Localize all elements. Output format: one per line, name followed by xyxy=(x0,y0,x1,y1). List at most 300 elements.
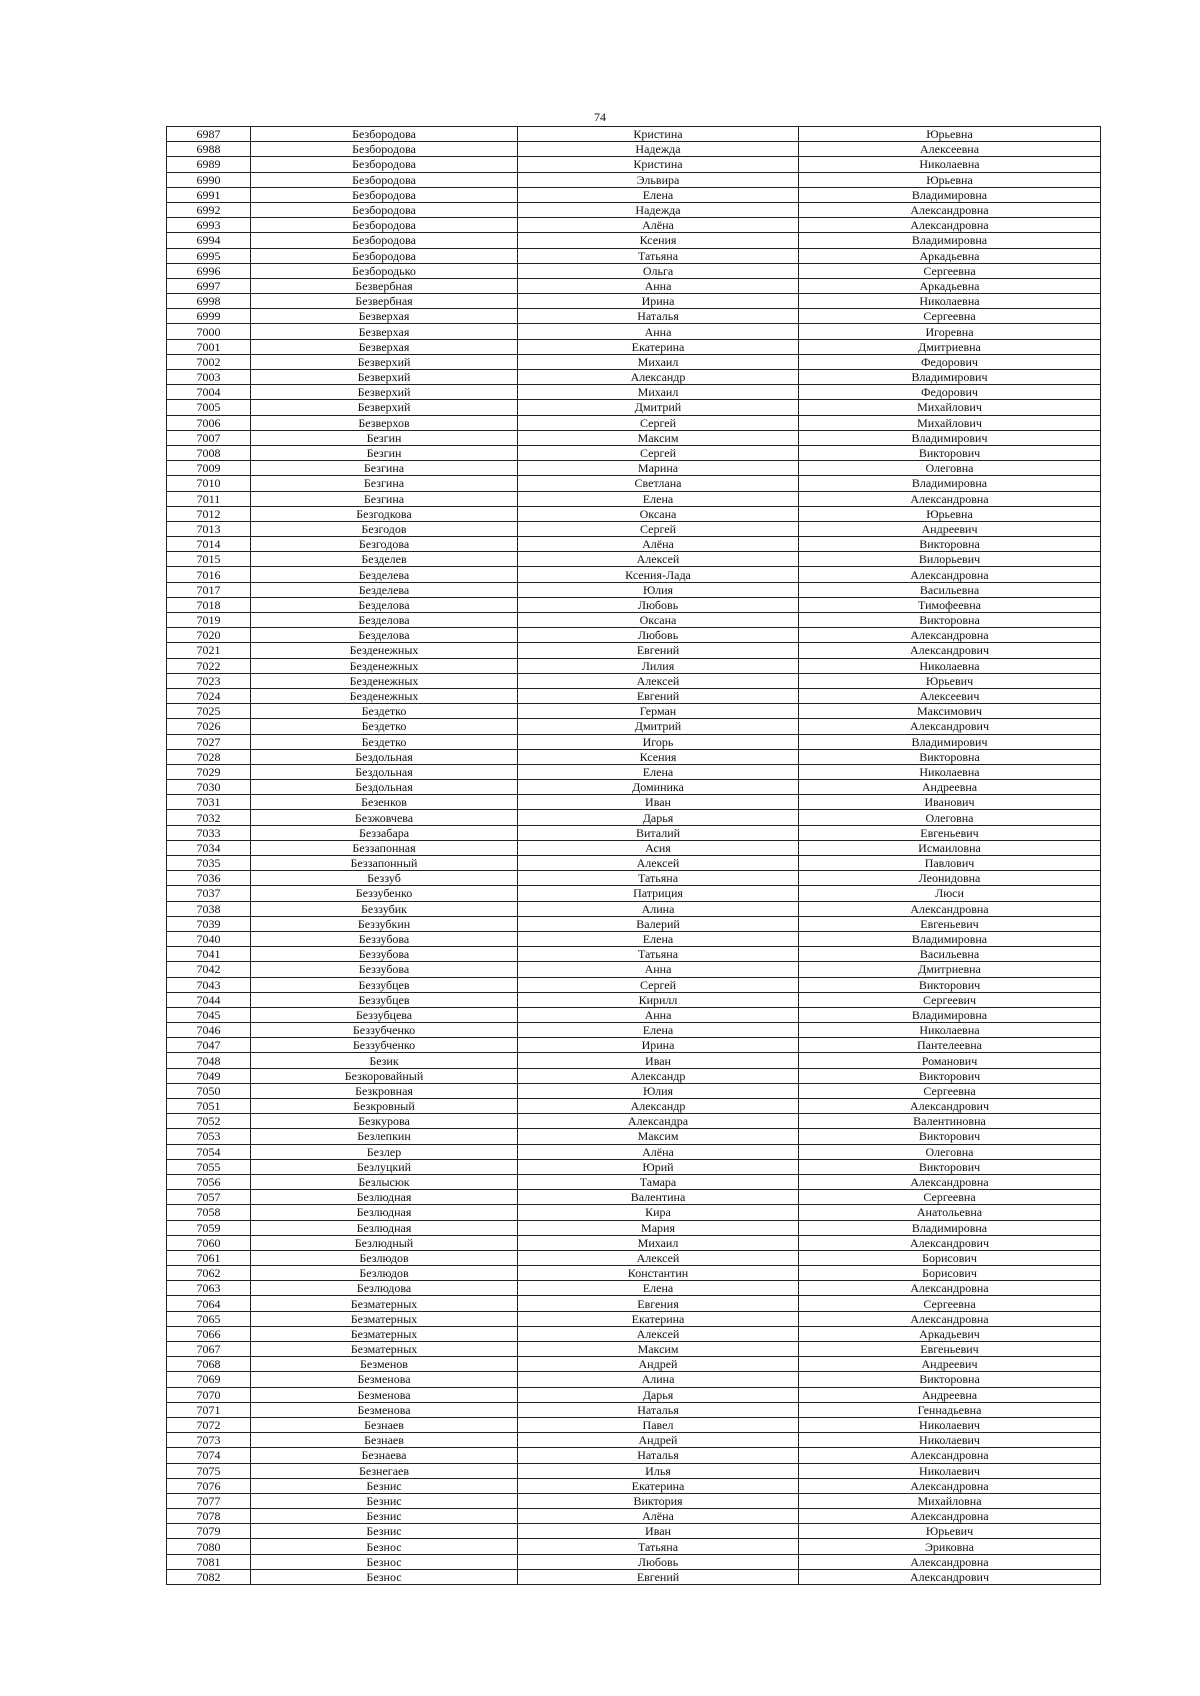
first-name-cell: Кира xyxy=(518,1205,799,1220)
patronymic-cell: Викторовна xyxy=(799,537,1101,552)
last-name-cell: Безнис xyxy=(251,1493,518,1508)
last-name-cell: Безлюдов xyxy=(251,1266,518,1281)
table-row xyxy=(167,962,1101,977)
first-name-cell: Анна xyxy=(518,962,799,977)
patronymic-cell: Геннадьевна xyxy=(799,1402,1101,1417)
first-name-cell: Надежда xyxy=(518,202,799,217)
last-name-cell: Безменова xyxy=(251,1372,518,1387)
patronymic-cell: Александровна xyxy=(799,491,1101,506)
patronymic-cell: Николаевна xyxy=(799,294,1101,309)
table-row xyxy=(167,537,1101,552)
last-name-cell: Безгина xyxy=(251,491,518,506)
row-number-cell: 7025 xyxy=(167,704,251,719)
last-name-cell: Безбородова xyxy=(251,142,518,157)
row-number-cell: 7043 xyxy=(167,977,251,992)
first-name-cell: Елена xyxy=(518,764,799,779)
row-number-cell: 7006 xyxy=(167,415,251,430)
row-number-cell: 7033 xyxy=(167,825,251,840)
last-name-cell: Безделова xyxy=(251,597,518,612)
patronymic-cell: Андреевич xyxy=(799,521,1101,536)
patronymic-cell: Викторович xyxy=(799,1068,1101,1083)
first-name-cell: Сергей xyxy=(518,977,799,992)
table-row xyxy=(167,1311,1101,1326)
patronymic-cell: Михайлович xyxy=(799,400,1101,415)
first-name-cell: Алексей xyxy=(518,1326,799,1341)
table-row xyxy=(167,187,1101,202)
last-name-cell: Безлер xyxy=(251,1144,518,1159)
first-name-cell: Алёна xyxy=(518,1144,799,1159)
first-name-cell: Евгения xyxy=(518,1296,799,1311)
patronymic-cell: Владимировна xyxy=(799,476,1101,491)
table-row xyxy=(167,673,1101,688)
table-row xyxy=(167,1250,1101,1265)
row-number-cell: 7053 xyxy=(167,1129,251,1144)
table-row xyxy=(167,1053,1101,1068)
table-row xyxy=(167,1342,1101,1357)
patronymic-cell: Борисович xyxy=(799,1250,1101,1265)
first-name-cell: Сергей xyxy=(518,445,799,460)
table-row xyxy=(167,1296,1101,1311)
table-row xyxy=(167,1509,1101,1524)
patronymic-cell: Олеговна xyxy=(799,1144,1101,1159)
table-row xyxy=(167,1038,1101,1053)
row-number-cell: 7037 xyxy=(167,886,251,901)
row-number-cell: 7007 xyxy=(167,430,251,445)
row-number-cell: 7059 xyxy=(167,1220,251,1235)
patronymic-cell: Аркадьевна xyxy=(799,278,1101,293)
table-row xyxy=(167,977,1101,992)
first-name-cell: Дмитрий xyxy=(518,719,799,734)
patronymic-cell: Юрьевна xyxy=(799,127,1101,142)
last-name-cell: Беззуб xyxy=(251,871,518,886)
last-name-cell: Безделова xyxy=(251,613,518,628)
first-name-cell: Кристина xyxy=(518,157,799,172)
row-number-cell: 7017 xyxy=(167,582,251,597)
row-number-cell: 6995 xyxy=(167,248,251,263)
last-name-cell: Беззубик xyxy=(251,901,518,916)
patronymic-cell: Викторовна xyxy=(799,1372,1101,1387)
row-number-cell: 7069 xyxy=(167,1372,251,1387)
last-name-cell: Безнос xyxy=(251,1539,518,1554)
table-row xyxy=(167,263,1101,278)
table-row xyxy=(167,445,1101,460)
last-name-cell: Беззубенко xyxy=(251,886,518,901)
table-row xyxy=(167,764,1101,779)
table-row xyxy=(167,1174,1101,1189)
row-number-cell: 7052 xyxy=(167,1114,251,1129)
last-name-cell: Безлюдная xyxy=(251,1190,518,1205)
first-name-cell: Елена xyxy=(518,491,799,506)
first-name-cell: Александр xyxy=(518,1068,799,1083)
last-name-cell: Беззабара xyxy=(251,825,518,840)
last-name-cell: Безлюдова xyxy=(251,1281,518,1296)
patronymic-cell: Сергеевич xyxy=(799,992,1101,1007)
last-name-cell: Безденежных xyxy=(251,688,518,703)
table-row xyxy=(167,916,1101,931)
last-name-cell: Безденежных xyxy=(251,658,518,673)
row-number-cell: 7042 xyxy=(167,962,251,977)
row-number-cell: 6987 xyxy=(167,127,251,142)
last-name-cell: Безгодов xyxy=(251,521,518,536)
last-name-cell: Безверхая xyxy=(251,309,518,324)
row-number-cell: 7057 xyxy=(167,1190,251,1205)
table-row xyxy=(167,1068,1101,1083)
last-name-cell: Бездетко xyxy=(251,734,518,749)
table-row xyxy=(167,1007,1101,1022)
table-row xyxy=(167,202,1101,217)
patronymic-cell: Евгеньевич xyxy=(799,825,1101,840)
row-number-cell: 7028 xyxy=(167,749,251,764)
last-name-cell: Безик xyxy=(251,1053,518,1068)
last-name-cell: Беззубова xyxy=(251,947,518,962)
first-name-cell: Алексей xyxy=(518,1250,799,1265)
row-number-cell: 7020 xyxy=(167,628,251,643)
patronymic-cell: Викторович xyxy=(799,1159,1101,1174)
patronymic-cell: Александровна xyxy=(799,567,1101,582)
last-name-cell: Безнис xyxy=(251,1524,518,1539)
first-name-cell: Алексей xyxy=(518,673,799,688)
table-row xyxy=(167,1144,1101,1159)
patronymic-cell: Александровна xyxy=(799,218,1101,233)
row-number-cell: 6993 xyxy=(167,218,251,233)
table-row xyxy=(167,294,1101,309)
table-row xyxy=(167,1159,1101,1174)
table-row xyxy=(167,1357,1101,1372)
last-name-cell: Безбородова xyxy=(251,248,518,263)
table-row xyxy=(167,871,1101,886)
table-row xyxy=(167,1129,1101,1144)
first-name-cell: Марина xyxy=(518,461,799,476)
table-row xyxy=(167,339,1101,354)
row-number-cell: 7050 xyxy=(167,1083,251,1098)
patronymic-cell: Алексеевна xyxy=(799,142,1101,157)
first-name-cell: Сергей xyxy=(518,521,799,536)
patronymic-cell: Алексеевич xyxy=(799,688,1101,703)
patronymic-cell: Александрович xyxy=(799,1235,1101,1250)
table-row xyxy=(167,142,1101,157)
first-name-cell: Павел xyxy=(518,1417,799,1432)
last-name-cell: Безлуцкий xyxy=(251,1159,518,1174)
table-row xyxy=(167,704,1101,719)
first-name-cell: Андрей xyxy=(518,1433,799,1448)
last-name-cell: Безлюдный xyxy=(251,1235,518,1250)
last-name-cell: Безлюдов xyxy=(251,1250,518,1265)
table-row xyxy=(167,172,1101,187)
last-name-cell: Безгин xyxy=(251,430,518,445)
row-number-cell: 7054 xyxy=(167,1144,251,1159)
table-row xyxy=(167,324,1101,339)
table-row xyxy=(167,658,1101,673)
first-name-cell: Юрий xyxy=(518,1159,799,1174)
first-name-cell: Александр xyxy=(518,1099,799,1114)
first-name-cell: Кристина xyxy=(518,127,799,142)
patronymic-cell: Юрьевна xyxy=(799,172,1101,187)
last-name-cell: Безжовчева xyxy=(251,810,518,825)
row-number-cell: 7073 xyxy=(167,1433,251,1448)
first-name-cell: Оксана xyxy=(518,506,799,521)
table-row xyxy=(167,521,1101,536)
first-name-cell: Елена xyxy=(518,187,799,202)
last-name-cell: Безнегаев xyxy=(251,1463,518,1478)
patronymic-cell: Владимировна xyxy=(799,1220,1101,1235)
patronymic-cell: Романович xyxy=(799,1053,1101,1068)
patronymic-cell: Александровна xyxy=(799,1448,1101,1463)
patronymic-cell: Александровна xyxy=(799,1478,1101,1493)
patronymic-cell: Вилорьевич xyxy=(799,552,1101,567)
last-name-cell: Безматерных xyxy=(251,1296,518,1311)
row-number-cell: 6998 xyxy=(167,294,251,309)
table-row xyxy=(167,901,1101,916)
row-number-cell: 7076 xyxy=(167,1478,251,1493)
table-row xyxy=(167,688,1101,703)
patronymic-cell: Александровна xyxy=(799,1174,1101,1189)
table-row xyxy=(167,628,1101,643)
row-number-cell: 6999 xyxy=(167,309,251,324)
last-name-cell: Безгодова xyxy=(251,537,518,552)
table-row xyxy=(167,127,1101,142)
row-number-cell: 7045 xyxy=(167,1007,251,1022)
first-name-cell: Ксения xyxy=(518,233,799,248)
last-name-cell: Бездетко xyxy=(251,719,518,734)
table-row xyxy=(167,1524,1101,1539)
row-number-cell: 7046 xyxy=(167,1023,251,1038)
table-row xyxy=(167,780,1101,795)
patronymic-cell: Александровна xyxy=(799,1554,1101,1569)
row-number-cell: 7072 xyxy=(167,1417,251,1432)
first-name-cell: Михаил xyxy=(518,1235,799,1250)
last-name-cell: Безверхий xyxy=(251,370,518,385)
row-number-cell: 7002 xyxy=(167,354,251,369)
first-name-cell: Евгений xyxy=(518,688,799,703)
first-name-cell: Александра xyxy=(518,1114,799,1129)
patronymic-cell: Леонидовна xyxy=(799,871,1101,886)
table-row xyxy=(167,1190,1101,1205)
row-number-cell: 7079 xyxy=(167,1524,251,1539)
first-name-cell: Оксана xyxy=(518,613,799,628)
first-name-cell: Иван xyxy=(518,795,799,810)
last-name-cell: Безверхий xyxy=(251,385,518,400)
row-number-cell: 6994 xyxy=(167,233,251,248)
last-name-cell: Безделова xyxy=(251,628,518,643)
patronymic-cell: Николаевна xyxy=(799,1023,1101,1038)
row-number-cell: 7021 xyxy=(167,643,251,658)
patronymic-cell: Николаевич xyxy=(799,1463,1101,1478)
last-name-cell: Безбородько xyxy=(251,263,518,278)
patronymic-cell: Николаевич xyxy=(799,1433,1101,1448)
row-number-cell: 7036 xyxy=(167,871,251,886)
patronymic-cell: Александрович xyxy=(799,1569,1101,1584)
first-name-cell: Эльвира xyxy=(518,172,799,187)
patronymic-cell: Викторович xyxy=(799,445,1101,460)
patronymic-cell: Аркадьевич xyxy=(799,1326,1101,1341)
patronymic-cell: Сергеевна xyxy=(799,263,1101,278)
table-row xyxy=(167,1569,1101,1584)
first-name-cell: Ольга xyxy=(518,263,799,278)
first-name-cell: Татьяна xyxy=(518,1539,799,1554)
first-name-cell: Виталий xyxy=(518,825,799,840)
patronymic-cell: Дмитриевна xyxy=(799,339,1101,354)
patronymic-cell: Максимович xyxy=(799,704,1101,719)
first-name-cell: Алина xyxy=(518,1372,799,1387)
table-row xyxy=(167,248,1101,263)
row-number-cell: 7010 xyxy=(167,476,251,491)
patronymic-cell: Владимировна xyxy=(799,1007,1101,1022)
last-name-cell: Безкурова xyxy=(251,1114,518,1129)
row-number-cell: 7011 xyxy=(167,491,251,506)
last-name-cell: Безбородова xyxy=(251,127,518,142)
last-name-cell: Безкоровайный xyxy=(251,1068,518,1083)
table-row xyxy=(167,218,1101,233)
row-number-cell: 7075 xyxy=(167,1463,251,1478)
first-name-cell: Доминика xyxy=(518,780,799,795)
patronymic-cell: Александровна xyxy=(799,1311,1101,1326)
first-name-cell: Екатерина xyxy=(518,1478,799,1493)
patronymic-cell: Михайловна xyxy=(799,1493,1101,1508)
row-number-cell: 7044 xyxy=(167,992,251,1007)
table-row xyxy=(167,491,1101,506)
row-number-cell: 7065 xyxy=(167,1311,251,1326)
first-name-cell: Наталья xyxy=(518,1448,799,1463)
last-name-cell: Бездольная xyxy=(251,764,518,779)
patronymic-cell: Сергеевна xyxy=(799,1190,1101,1205)
table-row xyxy=(167,1235,1101,1250)
first-name-cell: Герман xyxy=(518,704,799,719)
patronymic-cell: Владимировна xyxy=(799,233,1101,248)
table-row xyxy=(167,613,1101,628)
first-name-cell: Анна xyxy=(518,278,799,293)
first-name-cell: Юлия xyxy=(518,1083,799,1098)
table-row xyxy=(167,1372,1101,1387)
row-number-cell: 7016 xyxy=(167,567,251,582)
last-name-cell: Беззубченко xyxy=(251,1023,518,1038)
last-name-cell: Безбородова xyxy=(251,187,518,202)
row-number-cell: 7015 xyxy=(167,552,251,567)
row-number-cell: 7012 xyxy=(167,506,251,521)
last-name-cell: Безнос xyxy=(251,1554,518,1569)
first-name-cell: Евгений xyxy=(518,643,799,658)
first-name-cell: Елена xyxy=(518,1023,799,1038)
row-number-cell: 7000 xyxy=(167,324,251,339)
table-row xyxy=(167,1099,1101,1114)
first-name-cell: Асия xyxy=(518,840,799,855)
last-name-cell: Безменов xyxy=(251,1357,518,1372)
last-name-cell: Безлысюк xyxy=(251,1174,518,1189)
first-name-cell: Тамара xyxy=(518,1174,799,1189)
last-name-cell: Безматерных xyxy=(251,1342,518,1357)
last-name-cell: Безбородова xyxy=(251,218,518,233)
row-number-cell: 7008 xyxy=(167,445,251,460)
row-number-cell: 7013 xyxy=(167,521,251,536)
table-row xyxy=(167,931,1101,946)
row-number-cell: 7030 xyxy=(167,780,251,795)
patronymic-cell: Федорович xyxy=(799,354,1101,369)
row-number-cell: 7024 xyxy=(167,688,251,703)
row-number-cell: 7060 xyxy=(167,1235,251,1250)
first-name-cell: Максим xyxy=(518,1129,799,1144)
patronymic-cell: Александровна xyxy=(799,628,1101,643)
table-row xyxy=(167,1023,1101,1038)
table-row xyxy=(167,1266,1101,1281)
row-number-cell: 7022 xyxy=(167,658,251,673)
first-name-cell: Татьяна xyxy=(518,947,799,962)
table-row xyxy=(167,947,1101,962)
first-name-cell: Надежда xyxy=(518,142,799,157)
first-name-cell: Андрей xyxy=(518,1357,799,1372)
row-number-cell: 7068 xyxy=(167,1357,251,1372)
first-name-cell: Михаил xyxy=(518,385,799,400)
last-name-cell: Безбородова xyxy=(251,157,518,172)
last-name-cell: Безгин xyxy=(251,445,518,460)
first-name-cell: Елена xyxy=(518,931,799,946)
table-row xyxy=(167,1554,1101,1569)
last-name-cell: Безнаева xyxy=(251,1448,518,1463)
row-number-cell: 6996 xyxy=(167,263,251,278)
table-row xyxy=(167,400,1101,415)
last-name-cell: Безнаев xyxy=(251,1417,518,1432)
first-name-cell: Дарья xyxy=(518,810,799,825)
row-number-cell: 7027 xyxy=(167,734,251,749)
table-row xyxy=(167,825,1101,840)
last-name-cell: Безверхий xyxy=(251,400,518,415)
patronymic-cell: Александровна xyxy=(799,901,1101,916)
table-row xyxy=(167,1220,1101,1235)
first-name-cell: Илья xyxy=(518,1463,799,1478)
first-name-cell: Игорь xyxy=(518,734,799,749)
table-row xyxy=(167,719,1101,734)
last-name-cell: Беззубова xyxy=(251,931,518,946)
first-name-cell: Алёна xyxy=(518,218,799,233)
row-number-cell: 7074 xyxy=(167,1448,251,1463)
last-name-cell: Безбородова xyxy=(251,172,518,187)
row-number-cell: 7071 xyxy=(167,1402,251,1417)
patronymic-cell: Викторовна xyxy=(799,613,1101,628)
last-name-cell: Бездольная xyxy=(251,749,518,764)
patronymic-cell: Викторович xyxy=(799,1129,1101,1144)
first-name-cell: Ксения-Лада xyxy=(518,567,799,582)
patronymic-cell: Юрьевна xyxy=(799,506,1101,521)
first-name-cell: Юлия xyxy=(518,582,799,597)
table-row xyxy=(167,157,1101,172)
row-number-cell: 6988 xyxy=(167,142,251,157)
row-number-cell: 7001 xyxy=(167,339,251,354)
table-row xyxy=(167,1433,1101,1448)
table-row xyxy=(167,1493,1101,1508)
table-row xyxy=(167,643,1101,658)
last-name-cell: Безлюдная xyxy=(251,1220,518,1235)
last-name-cell: Бездетко xyxy=(251,704,518,719)
table-row xyxy=(167,1539,1101,1554)
table-row xyxy=(167,309,1101,324)
patronymic-cell: Сергеевна xyxy=(799,1296,1101,1311)
table-row xyxy=(167,552,1101,567)
table-row xyxy=(167,1281,1101,1296)
last-name-cell: Безверхая xyxy=(251,339,518,354)
table-row xyxy=(167,856,1101,871)
table-row xyxy=(167,795,1101,810)
first-name-cell: Алексей xyxy=(518,856,799,871)
row-number-cell: 6989 xyxy=(167,157,251,172)
page-number: 74 xyxy=(594,110,606,124)
patronymic-cell: Анатольевна xyxy=(799,1205,1101,1220)
first-name-cell: Евгений xyxy=(518,1569,799,1584)
first-name-cell: Михаил xyxy=(518,354,799,369)
table-row xyxy=(167,597,1101,612)
first-name-cell: Наталья xyxy=(518,309,799,324)
first-name-cell: Дмитрий xyxy=(518,400,799,415)
patronymic-cell: Юрьевич xyxy=(799,1524,1101,1539)
table-row xyxy=(167,1402,1101,1417)
row-number-cell: 7014 xyxy=(167,537,251,552)
